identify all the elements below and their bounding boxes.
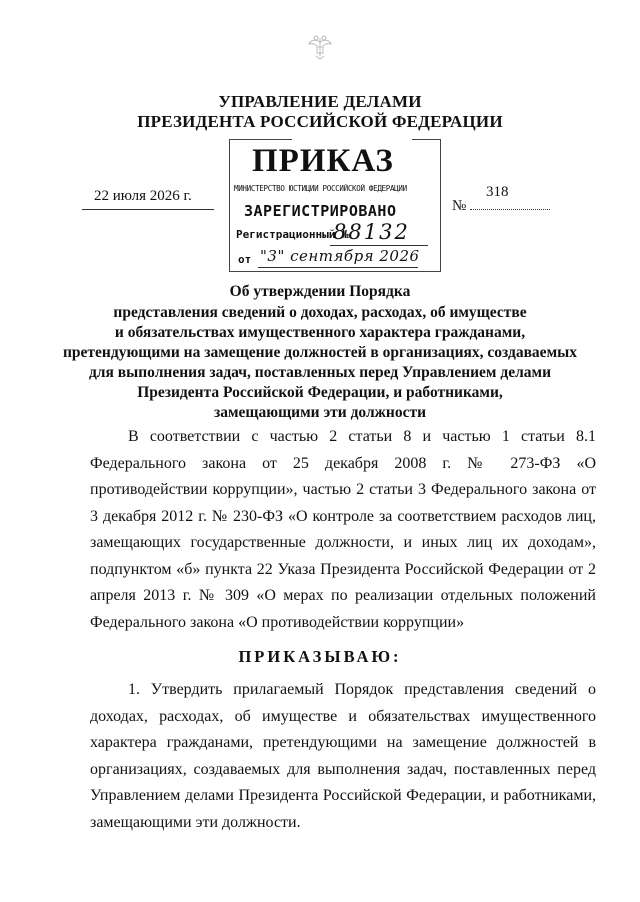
order-item-1	[90, 677, 596, 836]
preamble-paragraph	[90, 424, 596, 636]
title-line: замещающими эти должности	[213, 404, 427, 421]
number-underline	[470, 209, 550, 210]
preamble-text: В соответствии с частью 2 статьи 8 и частью 1 статьи 8.1 Федерального закона от 25 декабря 2008 г. № 273-ФЗ «О противодействии коррупции», частью 2 статьи 3 Федерального закона от 3 декабря 2012 г. № 230-ФЗ «О контроле за соответствием расходов лиц, замещающих государственные должности, и иных лиц их доходам», подпунктом «б» пункта 22 Указа Президента Российской Федерации от 2 апреля 2013 г. № 309 «О мерах по реализации отдельных положений Федерального закона «О противодействии коррупции»	[90, 428, 596, 631]
coat-of-arms-icon	[304, 34, 336, 60]
number-sign: №	[452, 198, 467, 214]
stamp-registered: ЗАРЕГИСТРИРОВАНО	[244, 202, 397, 220]
order-heading: ПРИКАЗЫВАЮ:	[238, 647, 402, 666]
stamp-reg-date: "3" сентября 2026	[260, 247, 420, 265]
order-item-1-text: 1. Утвердить прилагаемый Порядок представления сведений о доходах, расходах, об имуществе и обязательствах имущественного характера гражданами, претендующими на замещение должностей в организациях, создаваемых для выполнения задач, поставленных перед Управлением делами Президента Российской Федерации, и работниками, замещающими эти должности.	[90, 681, 596, 831]
document-type: ПРИКАЗ	[252, 143, 394, 179]
document-date: 22 июля 2026 г.	[94, 188, 192, 204]
title-line: Президента Российской Федерации, и работниками,	[137, 384, 503, 401]
title-line: и обязательствах имущественного характера гражданами,	[114, 324, 526, 341]
stamp-from-label: от	[238, 253, 252, 266]
reg-number-underline	[330, 245, 428, 246]
document-number: 318	[486, 184, 509, 200]
title-line: для выполнения задач, поставленных перед Управлением делами	[88, 364, 552, 381]
stamp-ministry: МИНИСТЕРСТВО ЮСТИЦИИ РОССИЙСКОЙ ФЕДЕРАЦИИ	[234, 184, 407, 193]
title-line: претендующими на замещение должностей в организациях, создаваемых	[63, 344, 577, 361]
title-line: Об утверждении Порядка	[229, 283, 411, 300]
stamp-reg-number: 88132	[333, 220, 410, 244]
title-line: представления сведений о доходах, расходах, об имуществе	[113, 304, 527, 321]
date-underline	[82, 209, 214, 210]
org-name-line1: УПРАВЛЕНИЕ ДЕЛАМИ	[218, 92, 422, 111]
reg-date-underline	[258, 267, 418, 268]
org-name-line2: ПРЕЗИДЕНТА РОССИЙСКОЙ ФЕДЕРАЦИИ	[137, 112, 503, 131]
stamp-reg-label: Регистрационный №	[236, 228, 349, 241]
